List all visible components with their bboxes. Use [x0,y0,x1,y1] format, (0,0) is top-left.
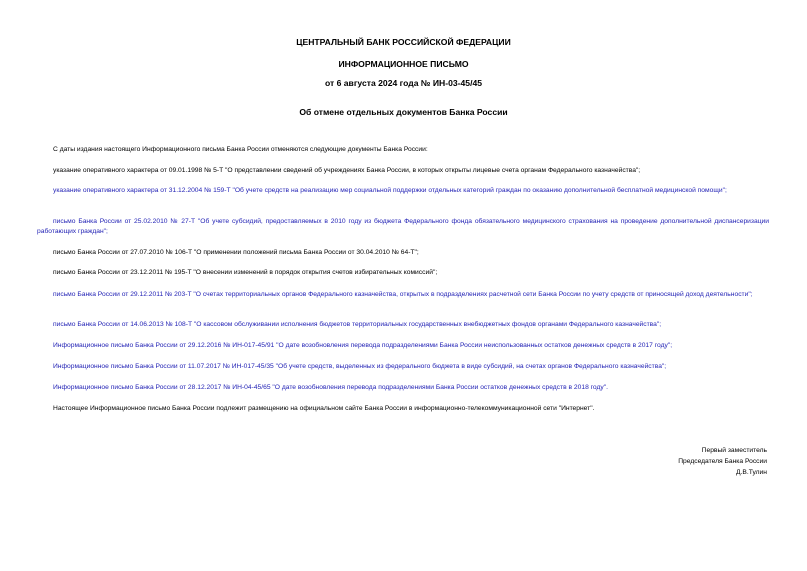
signature-position: Первый заместитель [701,447,767,454]
list-item-10-link[interactable]: Информационное письмо Банка России от 28.12.2017 № ИН-04-45/65 "О дате возобновления перевода подразделениями Банка России остатков денежных средств в 2018 году". [53,384,608,391]
list-item-5: письмо Банка России от 23.12.2011 № 195-Т "О внесении изменений в порядок открытия счетов избирательных комиссий"; [53,269,438,276]
list-item-8-link[interactable]: Информационное письмо Банка России от 29.12.2016 № ИН-017-45/91 "О дате возобновления перевода подразделениями Банка России неиспользованных остатков денежных средств в 2017 году"; [53,342,673,349]
list-item-3-link[interactable]: письмо Банка России от 25.02.2010 № 27-Т "Об учете субсидий, предоставляемых в 2010 году из бюджета Федерального фонда обязательного медицинского страхования на проведение дополнительной диспансеризации работающих граждан"; [37,218,769,235]
intro-paragraph: С даты издания настоящего Информационного письма Банка России отменяются следующие документы Банка России: [53,146,428,153]
document-issuer: ЦЕНТРАЛЬНЫЙ БАНК РОССИЙСКОЙ ФЕДЕРАЦИИ [296,37,511,47]
signature-organization: Председателя Банка России [678,458,767,465]
list-item-4: письмо Банка России от 27.07.2010 № 106-Т "О применении положений письма Банка России от 30.04.2010 № 64-Т"; [53,249,419,256]
signature-name: Д.В.Тулин [736,469,767,476]
document-date-number: от 6 августа 2024 года № ИН-03-45/45 [324,78,483,88]
list-item-6-link[interactable]: письмо Банка России от 29.12.2011 № 203-Т "О счетах территориальных органов Федерального казначейства, открытых в подразделениях расчетной сети Банка России по учету средств от приносящей доход деятельности"; [53,291,753,298]
closing-paragraph: Настоящее Информационное письмо Банка России подлежит размещению на официальном сайте Банка России в информационно-телекоммуникационной сети "Интернет". [53,405,595,412]
list-item-1: указание оперативного характера от 09.01.1998 № 5-Т "О представлении сведений об учреждениях Банка России, в которых открыты лицевые счета органам Федерального казначейства"; [53,167,641,174]
document-type: ИНФОРМАЦИОННОЕ ПИСЬМО [338,59,469,69]
document-subject: Об отмене отдельных документов Банка России [299,107,508,117]
list-item-9-link[interactable]: Информационное письмо Банка России от 11.07.2017 № ИН-017-45/35 "Об учете средств, выделенных из федерального бюджета в виде субсидий, на счетах органов Федерального казначейства"; [53,363,667,370]
list-item-2-link[interactable]: указание оперативного характера от 31.12.2004 № 159-Т "Об учете средств на реализацию мер социальной поддержки отдельных категорий граждан по оказанию дополнительной бесплатной медицинской помощи"; [53,187,727,194]
list-item-7-link[interactable]: письмо Банка России от 14.06.2013 № 108-Т "О кассовом обслуживании исполнения бюджетов территориальных государственных внебюджетных фондов органами Федерального казначейства"; [53,321,662,328]
